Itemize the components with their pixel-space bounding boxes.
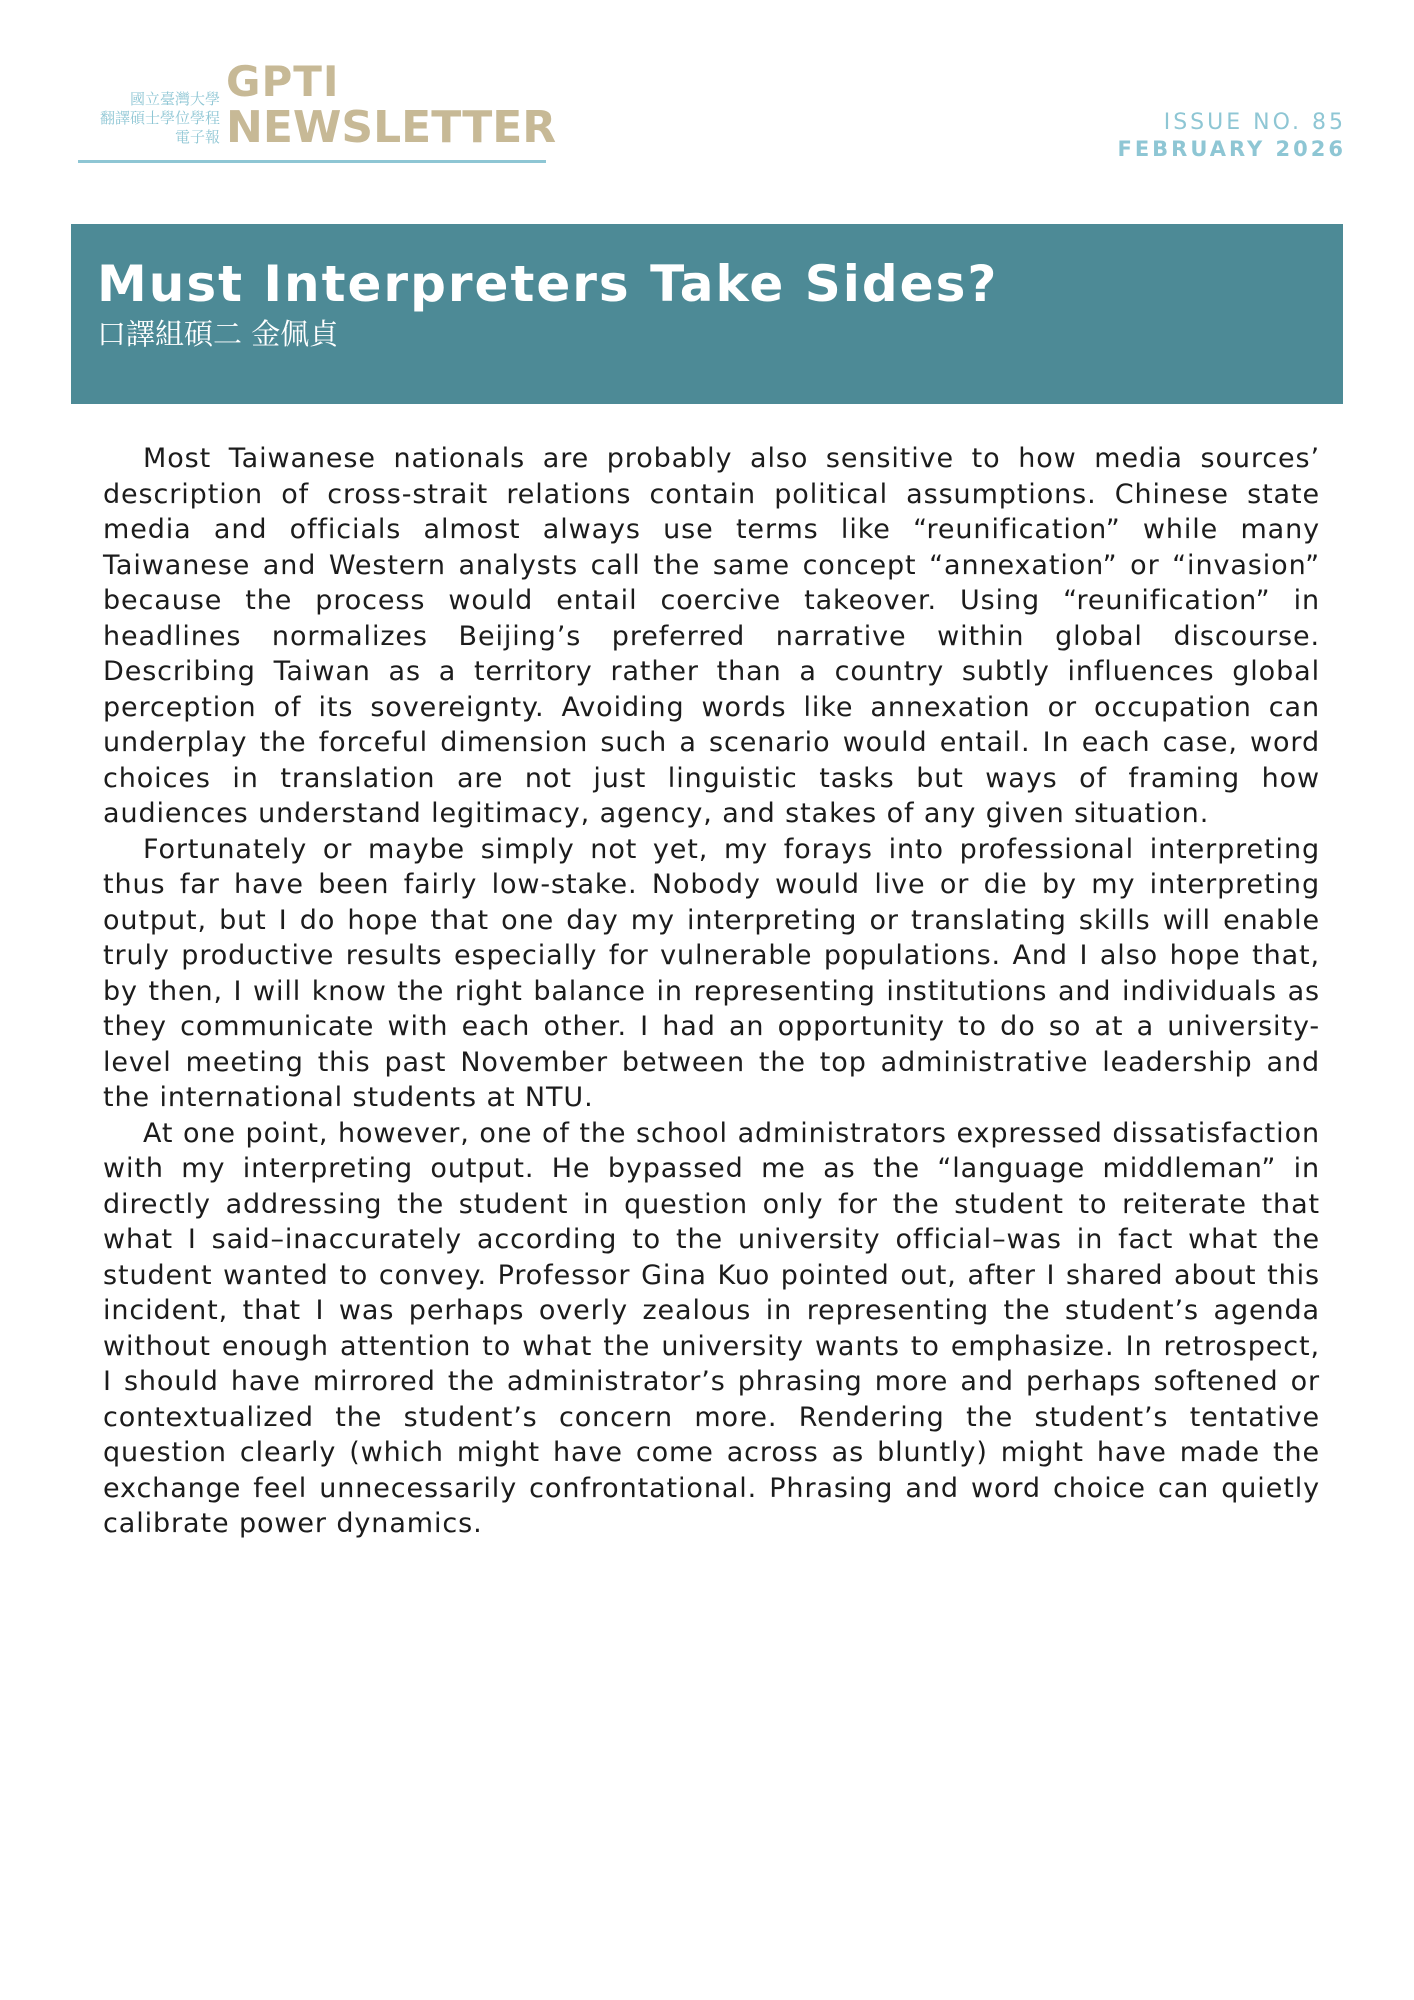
organization-name <box>78 90 220 147</box>
issue-date: FEBRUARY 2026 <box>1117 137 1346 161</box>
org-name-line: 國立臺灣大學 <box>129 90 220 108</box>
org-name-line: 電子報 <box>174 128 220 146</box>
article-paragraph: At one point, however, one of the school administrators expressed dissatisfaction with my interpreting output. He bypassed me as the “language middleman” in directly addressing the student in question only for the student to reiterate that what I said–inaccurately according to the university official–was in fact what the student wanted to convey. Professor Gina Kuo pointed out, after I shared about this incident, that I was perhaps overly zealous in representing the student’s agenda without enough attention to what the university wants to emphasize. In retrospect, I should have mirrored the administrator’s phrasing more and perhaps softened or contextualized the student’s concern more. Rendering the student’s tentative question clearly (which might have come across as bluntly) might have made the exchange feel unnecessarily confrontational. Phrasing and word choice can quietly calibrate power dynamics. <box>103 1117 1320 1539</box>
article-title-banner <box>71 224 1343 404</box>
org-name-line: 翻譯碩士學位學程 <box>99 109 220 127</box>
article-body <box>103 441 1320 1542</box>
article-author: 口譯組碩二 金佩貞 <box>97 317 339 351</box>
logo-newsletter: NEWSLETTER <box>226 102 557 153</box>
issue-info <box>1117 110 1346 162</box>
article-title: Must Interpreters Take Sides? <box>97 255 999 313</box>
logo-gpti: GPTI <box>226 57 340 106</box>
newsletter-logo <box>226 58 556 152</box>
masthead-divider <box>78 160 546 163</box>
issue-number: ISSUE NO. 85 <box>1163 110 1346 135</box>
article-paragraph: Most Taiwanese nationals are probably also sensitive to how media sources’ description of cross-strait relations contain political assumptions. Chinese state media and officials almost always use terms like “reunification” while many Taiwanese and Western analysts call the same concept “annexation” or “invasion” because the process would entail coercive takeover. Using “reunification” in headlines normalizes Beijing’s preferred narrative within global discourse. Describing Taiwan as a territory rather than a country subtly influences global perception of its sovereignty. Avoiding words like annexation or occupation can underplay the forceful dimension such a scenario would entail. In each case, word choices in translation are not just linguistic tasks but ways of framing how audiences understand legitimacy, agency, and stakes of any given situation. <box>103 443 1320 829</box>
article-paragraph: Fortunately or maybe simply not yet, my forays into professional interpreting thus far have been fairly low-stake. Nobody would live or die by my interpreting output, but I do hope that one day my interpreting or translating skills will enable truly productive results especially for vulnerable populations. And I also hope that, by then, I will know the right balance in representing institutions and individuals as they communicate with each other. I had an opportunity to do so at a university-level meeting this past November between the top administrative leadership and the international students at NTU. <box>103 833 1320 1113</box>
newsletter-masthead <box>78 57 557 166</box>
